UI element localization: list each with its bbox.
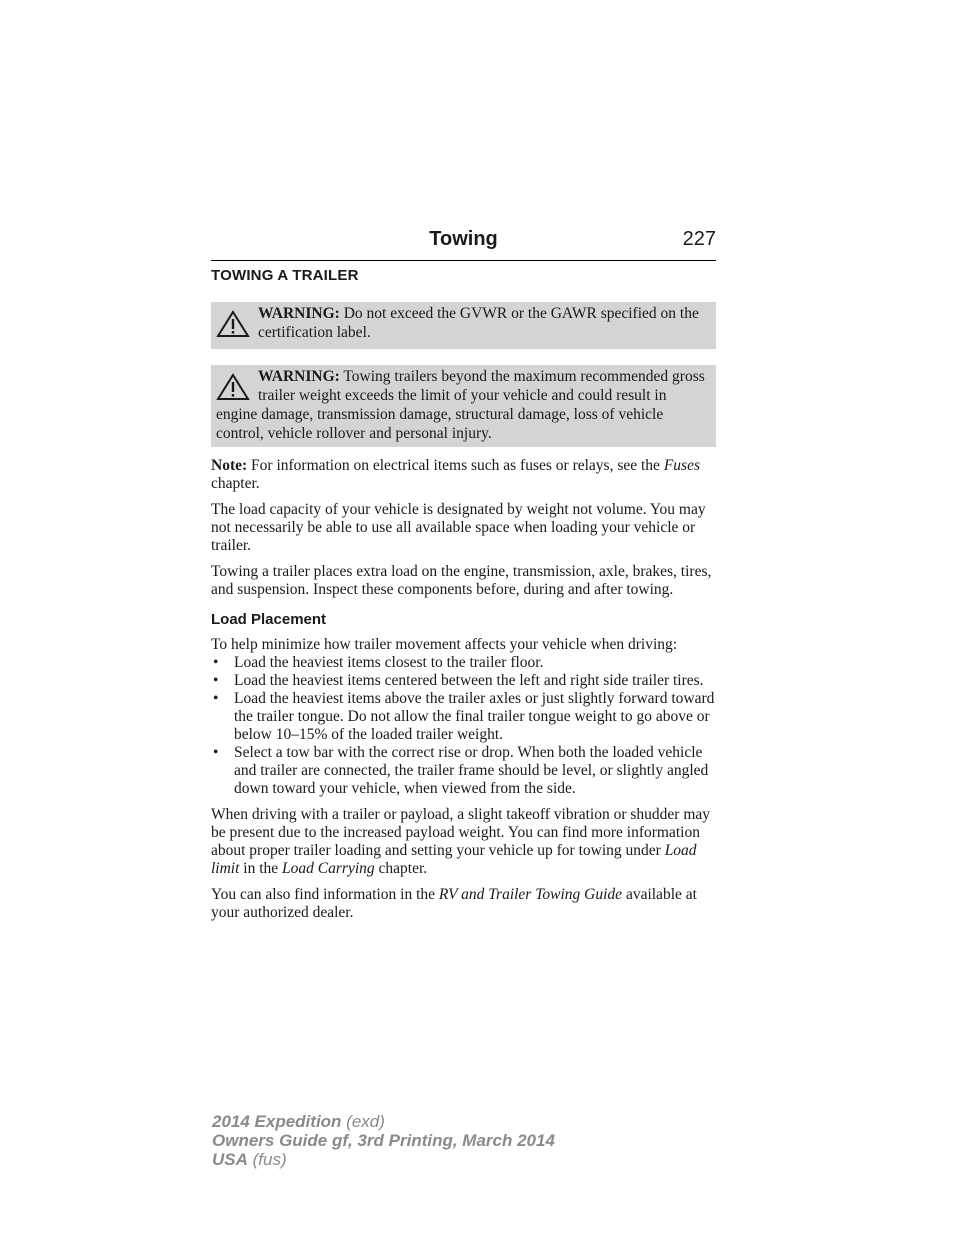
page-footer (212, 1112, 555, 1169)
load-carrying-chapter-ref: Load Carrying (282, 860, 375, 877)
bullet-icon: • (213, 744, 219, 761)
list-item (211, 690, 716, 744)
warning-body: Do not exceed the GVWR or the GAWR specified on the certification label. (258, 305, 699, 341)
warning-text (216, 367, 706, 443)
page-header (211, 228, 716, 261)
list-item-text: Load the heaviest items centered between the left and right side trailer tires. (234, 672, 704, 689)
footer-line-2 (212, 1131, 555, 1150)
list-item (211, 672, 716, 690)
list-item (211, 654, 716, 672)
footer-market: USA (212, 1150, 248, 1169)
page-content (211, 267, 716, 930)
subsection-title: Load Placement (211, 611, 327, 628)
footer-line-1 (212, 1112, 555, 1131)
note-paragraph (211, 457, 716, 493)
paragraph-text: chapter. (378, 860, 428, 877)
bullet-icon: • (213, 654, 219, 671)
paragraph-text: You can also find information in the (211, 886, 436, 903)
footer-market-code: (fus) (252, 1150, 287, 1169)
chapter-title: Towing (429, 228, 498, 250)
footer-line-3 (212, 1150, 555, 1169)
section-title: TOWING A TRAILER (211, 267, 359, 284)
list-item-text: Load the heaviest items above the trailer axles or just slightly forward toward the trailer tongue. Do not allow the final trailer tongue weight to go above or below 10–15% of the loaded trailer weight. (234, 690, 715, 743)
footer-printing: Owners Guide gf, 3rd Printing, March 2014 (212, 1131, 555, 1150)
warning-triangle-icon (216, 310, 250, 338)
list-item (211, 744, 716, 798)
load-placement-intro: To help minimize how trailer movement affects your vehicle when driving: (211, 636, 678, 653)
load-limit-ref: Load limit (211, 842, 697, 877)
bullet-icon: • (213, 672, 219, 689)
note-label: Note: (211, 457, 248, 474)
warning-box (211, 365, 716, 447)
warning-triangle-icon (216, 373, 250, 401)
list-item-text: Select a tow bar with the correct rise or drop. When both the loaded vehicle and trailer are connected, the trailer frame should be level, or slightly angled down toward your vehicle, when viewed from the side. (234, 744, 709, 797)
towing-guide-ref: RV and Trailer Towing Guide (438, 886, 623, 903)
list-item-text: Load the heaviest items closest to the trailer floor. (234, 654, 544, 671)
load-placement-list (211, 654, 716, 798)
warning-box (211, 302, 716, 349)
bullet-icon: • (213, 690, 219, 707)
paragraph-text: in the (243, 860, 279, 877)
paragraph-text: available at your authorized dealer. (211, 886, 697, 921)
note-text-end: chapter. (211, 475, 260, 492)
warning-text (216, 304, 706, 342)
vibration-paragraph (211, 806, 716, 878)
warning-label: WARNING: (258, 305, 340, 322)
paragraph-text: When driving with a trailer or payload, a slight takeoff vibration or shudder may be present due to the increased payload weight. You can find more information about proper trailer loading and setting your vehicle up for towing under (211, 806, 711, 859)
body-paragraph: Towing a trailer places extra load on the engine, transmission, axle, brakes, tires, and suspension. Inspect these components before, during and after towing. (211, 563, 712, 598)
footer-model: 2014 Expedition (212, 1112, 342, 1131)
guide-paragraph (211, 886, 716, 922)
footer-model-code: (exd) (346, 1112, 385, 1131)
note-text: For information on electrical items such as fuses or relays, see the (251, 457, 660, 474)
warning-label: WARNING: (258, 368, 340, 385)
page-number: 227 (682, 228, 716, 250)
fuses-chapter-ref: Fuses (663, 457, 700, 474)
warning-body: Towing trailers beyond the maximum recommended gross trailer weight exceeds the limit of your vehicle and could result in engine damage, transmission damage, structural damage, loss of vehicle control, vehicle rollover and personal injury. (216, 368, 705, 442)
body-paragraph: The load capacity of your vehicle is designated by weight not volume. You may not necessarily be able to use all available space when loading your vehicle or trailer. (211, 501, 706, 554)
